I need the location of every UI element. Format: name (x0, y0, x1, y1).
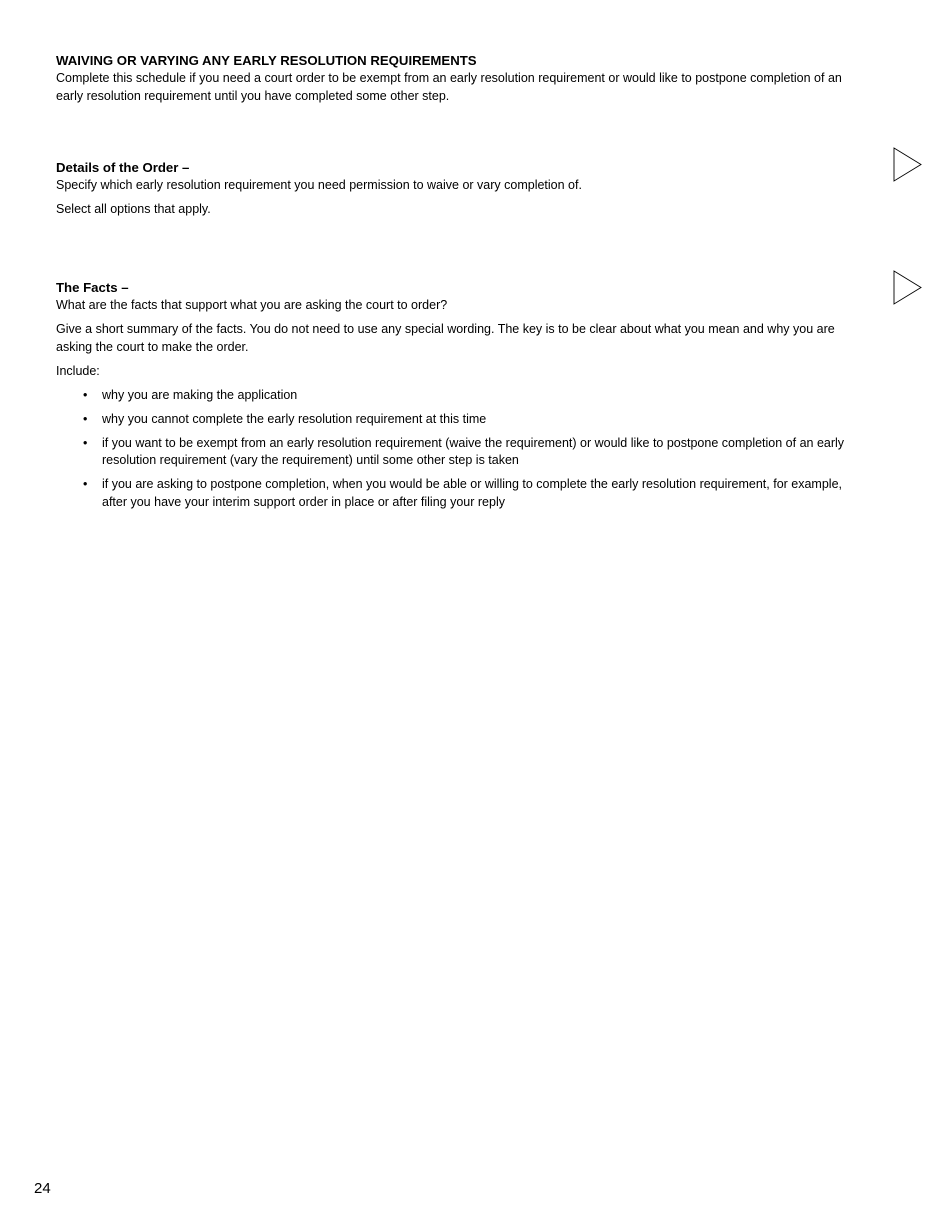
include-list (56, 387, 856, 512)
page-title: WAIVING OR VARYING ANY EARLY RESOLUTION REQUIREMENTS (56, 53, 477, 68)
page-number: 24 (34, 1180, 51, 1197)
facts-summary: Give a short summary of the facts. You do not need to use any special wording. The key is to be clear about what you mean and why you are asking the court to make the order. (56, 322, 835, 354)
expand-arrow-icon[interactable] (893, 270, 923, 305)
intro-section (56, 52, 856, 112)
facts-question: What are the facts that support what you are asking the court to order? (56, 298, 448, 312)
list-item: • if you want to be exempt from an early resolution requirement (waive the requirement) or would like to postpone completion of an early resolution requirement (vary the requirement) until some other step is taken (56, 435, 850, 470)
details-section (56, 159, 856, 225)
details-heading: Details of the Order – (56, 160, 190, 175)
list-item: • if you are asking to postpone completion, when you would be able or willing to complete the early resolution requirement, for example, after you have your interim support order in place or after filing your reply (56, 476, 850, 511)
list-item: • why you are making the application (56, 387, 850, 405)
include-label: Include: (56, 363, 100, 378)
facts-heading: The Facts – (56, 280, 129, 295)
intro-text: Complete this schedule if you need a court order to be exempt from an early resolution requirement or would like to postpone completion of an early resolution requirement until you have completed some other step. (56, 71, 842, 103)
details-text: Specify which early resolution requirement you need permission to waive or vary completion of. (56, 178, 582, 192)
details-note: Select all options that apply. (56, 202, 211, 216)
facts-section (56, 279, 856, 518)
list-item: • why you cannot complete the early resolution requirement at this time (56, 411, 850, 429)
expand-arrow-icon[interactable] (893, 147, 923, 182)
